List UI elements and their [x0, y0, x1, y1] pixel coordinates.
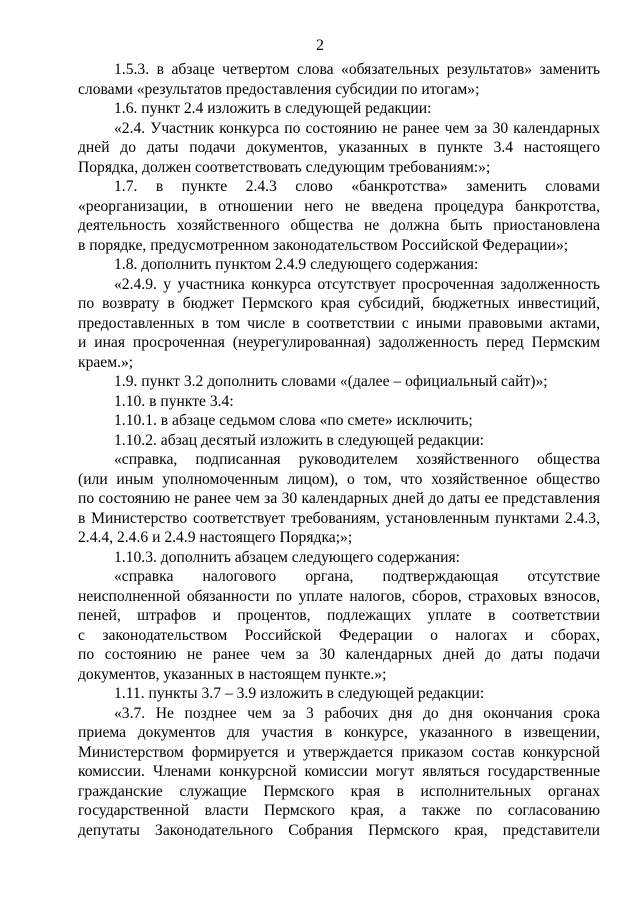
- text-line: комиссии. Членами конкурсной комиссии могут являться государственные: [78, 763, 600, 780]
- text-line: 1.5.3. в абзаце четвертом слова «обязательных результатов» заменить: [114, 61, 600, 78]
- text-line: депутаты Законодательного Собрания Пермского края, представители: [78, 821, 600, 839]
- text-line: по возврату в бюджет Пермского края субсидий, бюджетных инвестиций,: [78, 295, 600, 312]
- text-line: «справка налогового органа, подтверждающая отсутствие: [114, 568, 600, 585]
- text-line: «справка, подписанная руководителем хозяйственного общества: [114, 451, 600, 468]
- text-line: деятельность хозяйственного общества не должна быть приостановлена: [78, 217, 600, 234]
- text-line: Министерством формируется и утверждается приказом состав конкурсной: [78, 743, 600, 761]
- text-line: 1.6. пункт 2.4 изложить в следующей редакции:: [114, 100, 432, 117]
- text-line: 1.10.1. в абзаце седьмом слова «по смете» исключить;: [114, 412, 473, 429]
- text-line: гражданские служащие Пермского края в исполнительных органах: [78, 782, 600, 800]
- text-line: по состоянию не ранее чем за 30 календарных дней до даты ее представления: [78, 490, 600, 507]
- text-line: и иная просроченная (неурегулированная) задолженность перед Пермским: [78, 334, 600, 351]
- text-line: «3.7. Не позднее чем за 3 рабочих дня до дня окончания срока: [114, 704, 600, 722]
- text-line: предоставленных в том числе в соответствии с иными правовыми актами,: [78, 314, 600, 332]
- text-line: 1.11. пункты 3.7 – 3.9 изложить в следующей редакции:: [114, 685, 485, 702]
- text-line: государственной власти Пермского края, а также по согласованию: [78, 802, 600, 819]
- text-line: краем.»;: [78, 353, 134, 371]
- text-line: (или иным уполномоченным лицом), о том, что хозяйственное общество: [78, 470, 600, 488]
- text-line: по состоянию не ранее чем за 30 календарных дней до даты подачи: [78, 646, 600, 663]
- text-line: 1.7. в пункте 2.4.3 слово «банкротства» заменить словами: [114, 178, 600, 195]
- text-line: неисполненной обязанности по уплате налогов, сборов, страховых взносов,: [78, 587, 600, 605]
- text-line: «реорганизации, в отношении него не введена процедура банкротства,: [78, 197, 600, 215]
- text-line: 1.10.2. абзац десятый изложить в следующей редакции:: [114, 431, 485, 449]
- text-line: 1.8. дополнить пунктом 2.4.9 следующего содержания:: [114, 256, 479, 273]
- text-line: дней до даты подачи документов, указанных в пункте 3.4 настоящего: [78, 139, 600, 156]
- text-line: пеней, штрафов и процентов, подлежащих уплате в соответствии: [78, 607, 600, 624]
- text-line: Порядка, должен соответствовать следующим требованиям:»;: [78, 158, 491, 176]
- text-line: 1.9. пункт 3.2 дополнить словами «(далее – официальный сайт)»;: [114, 373, 548, 390]
- text-line: документов, указанных в настоящем пункте.»;: [78, 665, 387, 683]
- text-line: 1.10.3. дополнить абзацем следующего содержания:: [114, 548, 460, 566]
- page-number: 2: [316, 37, 324, 54]
- text-line: приема документов для участия в конкурсе, указанного в извещении,: [78, 724, 600, 741]
- text-line: словами «результатов предоставления субсидии по итогам»;: [78, 80, 480, 98]
- text-line: «2.4.9. у участника конкурса отсутствует просроченная задолженность: [114, 275, 600, 293]
- text-line: в Министерство соответствует требованиям, установленным пунктами 2.4.3,: [78, 509, 600, 527]
- text-line: «2.4. Участник конкурса по состоянию не ранее чем за 30 календарных: [114, 119, 600, 137]
- document-body: [78, 60, 600, 840]
- text-line: 2.4.4, 2.4.6 и 2.4.9 настоящего Порядка;»;: [78, 529, 353, 546]
- text-line: 1.10. в пункте 3.4:: [114, 392, 234, 410]
- text-line: с законодательством Российской Федерации о налогах и сборах,: [78, 626, 600, 644]
- text-line: в порядке, предусмотренном законодательством Российской Федерации»;: [78, 236, 569, 254]
